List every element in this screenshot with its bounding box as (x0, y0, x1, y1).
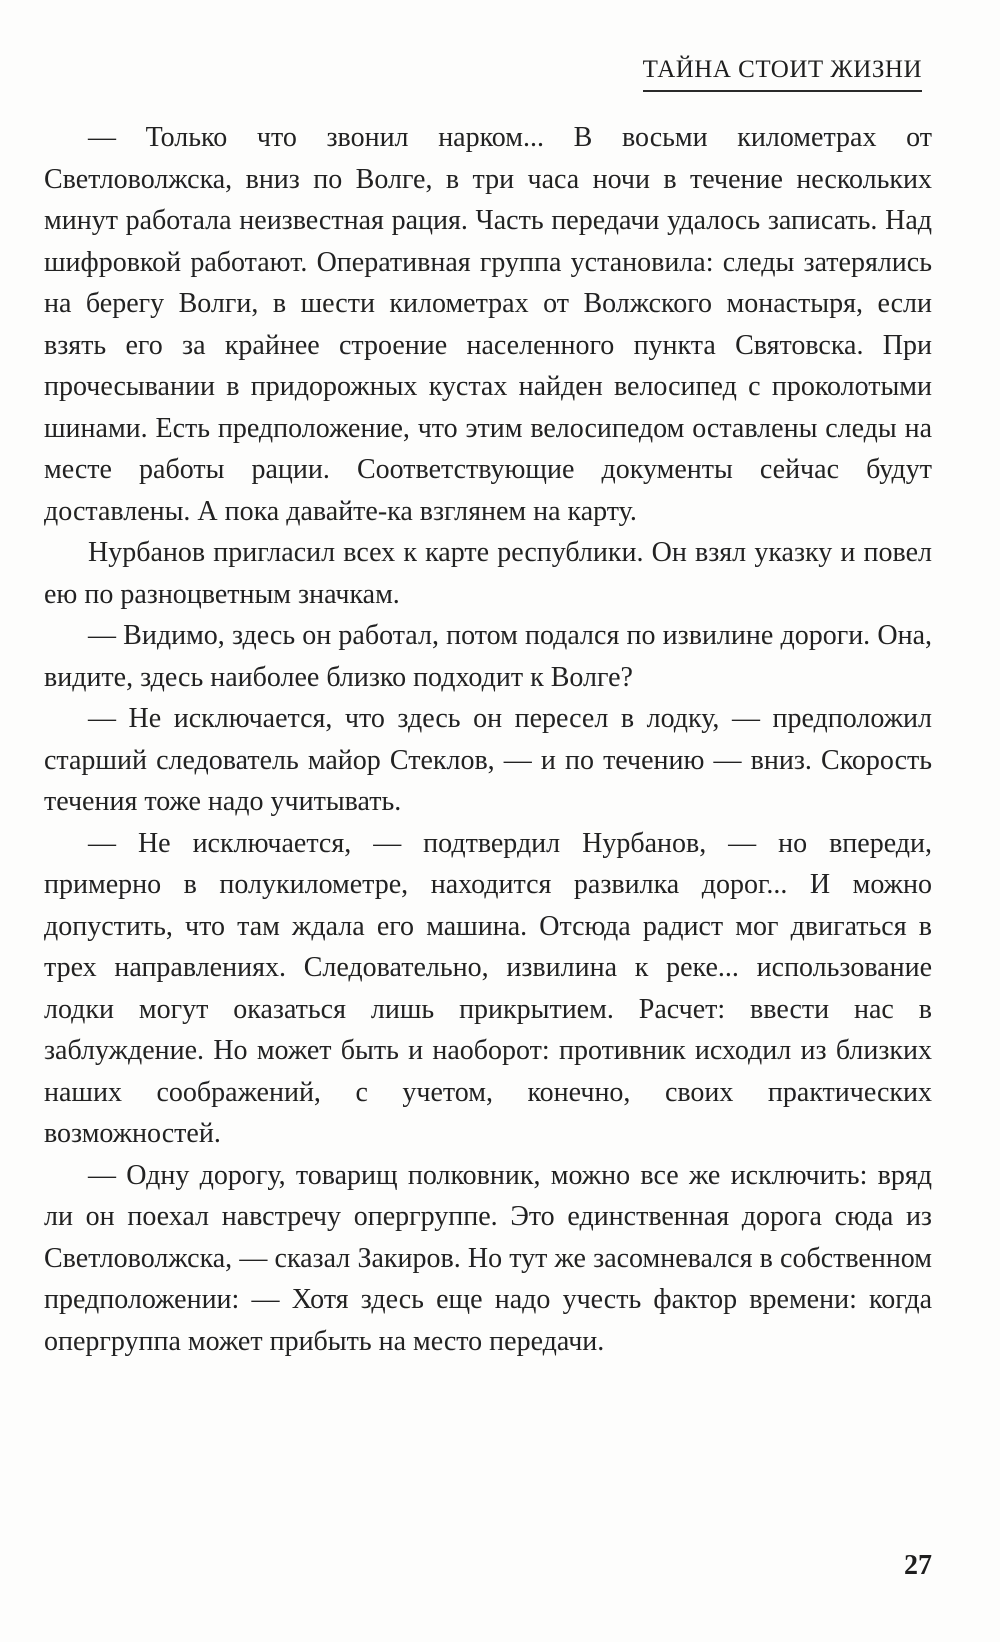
paragraph: — Видимо, здесь он работал, потом подался по извилине дороги. Она, видите, здесь наиболее близко подходит к Волге? (44, 620, 932, 693)
paragraph: — Только что звонил нарком... В восьми километрах от Светловолжска, вниз по Волге, в три часа ночи в течение нескольких минут работала неизвестная рация. Часть передачи удалось записать. Над шифровкой работают. Оперативная группа установила: следы затерялись на берегу Волги, в шести километрах от Волжского монастыря, если взять его за крайнее строение населенного пункта Святовска. При прочесывании в придорожных кустах найден велосипед с проколотыми шинами. Есть предположение, что этим велосипедом оставлены следы на месте работы рации. Соответствующие документы сейчас будут доставлены. А пока давайте-ка взглянем на карту. (44, 122, 932, 527)
running-head-title: ТАЙНА СТОИТ ЖИЗНИ (643, 56, 922, 92)
paragraph: — Одну дорогу, товарищ полковник, можно все же исключить: вряд ли он поехал навстречу опергруппе. Это единственная дорога сюда из Светловолжска, — сказал Закиров. Но тут же засомневался в собственном предположении: — Хотя здесь еще надо учесть фактор времени: когда опергруппа может прибыть на место передачи. (44, 1159, 932, 1357)
page-number: 27 (904, 1550, 932, 1581)
paragraph: Нурбанов пригласил всех к карте республики. Он взял указку и повел ею по разноцветным значкам. (44, 537, 932, 610)
body-text (44, 117, 932, 1362)
paragraph: — Не исключается, — подтвердил Нурбанов, — но впереди, примерно в полукилометре, находится развилка дорог... И можно допустить, что там ждала его машина. Отсюда радист мог двигаться в трех направлениях. Следовательно, извилина к реке... использование лодки могут оказаться лишь прикрытием. Расчет: ввести нас в заблуждение. Но может быть и наоборот: противник исходил из близких наших соображений, с учетом, конечно, своих практических возможностей. (44, 827, 932, 1149)
paragraph: — Не исключается, что здесь он пересел в лодку, — предположил старший следователь майор Стеклов, — и по течению — вниз. Скорость течения тоже надо учитывать. (44, 703, 932, 817)
